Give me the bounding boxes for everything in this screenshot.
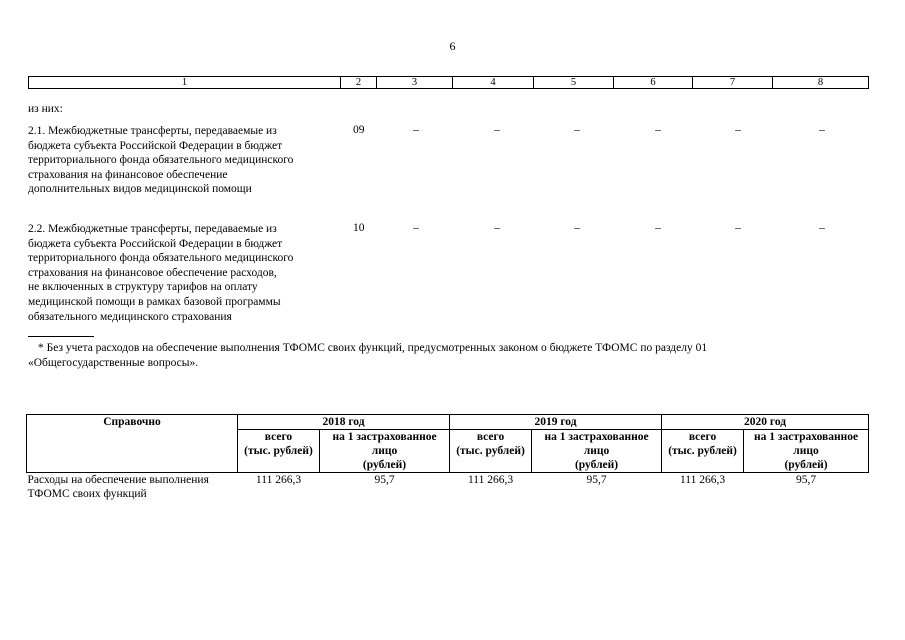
column-number-5: 5 [534, 77, 614, 89]
row-value: – [735, 222, 741, 234]
row-value: – [413, 124, 419, 136]
total-column-header: всего (тыс. рублей) [450, 430, 532, 473]
row-description-line: медицинской помощи в рамках базовой программы [28, 295, 281, 308]
reference-value: 111 266,3 [679, 474, 726, 486]
reference-value: 111 266,3 [255, 474, 302, 486]
row-code: 10 [353, 222, 365, 234]
total-column-header: всего (тыс. рублей) [662, 430, 744, 473]
column-number-8: 8 [773, 77, 869, 89]
row-description-line: дополнительных видов медицинской помощи [28, 183, 252, 196]
column-number-2: 2 [341, 77, 377, 89]
row-description-line: не включенных в структуру тарифов на оплату [28, 281, 258, 294]
row-value: – [494, 222, 500, 234]
column-number-7: 7 [693, 77, 773, 89]
row-description-line: территориального фонда обязательного медицинского [28, 154, 294, 167]
column-number-1: 1 [29, 77, 341, 89]
per-person-column-header: на 1 застрахованное лицо (рублей) [320, 430, 450, 473]
reference-value: 95,7 [586, 474, 607, 486]
table-row [27, 473, 869, 502]
row-description-line: обязательного медицинского страхования [28, 310, 232, 323]
reference-value: 95,7 [374, 474, 395, 486]
year-header: 2019 год [450, 415, 662, 430]
footnote-line [28, 341, 848, 356]
row-description-line: страхования на финансовое обеспечение расходов, [28, 266, 277, 279]
reference-row-label: Расходы на обеспечение выполнения ТФОМС своих функций [27, 474, 209, 500]
row-description-line: бюджета субъекта Российской Федерации в бюджет [28, 237, 283, 250]
row-description-line: 2.2. Межбюджетные трансферты, передаваемые из [28, 223, 277, 235]
reference-table [26, 414, 869, 501]
column-number-6: 6 [614, 77, 693, 89]
footnote-line: «Общегосударственные вопросы». [28, 356, 199, 369]
row-value: – [655, 124, 661, 136]
row-description [28, 222, 338, 324]
column-number-3: 3 [377, 77, 453, 89]
row-value: – [494, 124, 500, 136]
reference-value: 95,7 [795, 474, 817, 486]
row-description-line: бюджета субъекта Российской Федерации в бюджет [28, 139, 283, 152]
footnote [28, 341, 848, 370]
year-header: 2020 год [662, 415, 869, 430]
year-header: 2018 год [238, 415, 450, 430]
page-number: 6 [449, 39, 456, 53]
column-number-header [28, 76, 869, 89]
footnote-text: * Без учета расходов на обеспечение выполнения ТФОМС своих функций, предусмотренных законом о бюджете ТФОМС по разделу 01 [38, 342, 708, 354]
row-value: – [413, 222, 419, 234]
row-value: – [574, 222, 580, 234]
row-value: – [655, 222, 661, 234]
per-person-column-header: на 1 застрахованное лицо (рублей) [744, 430, 869, 473]
row-description-line: страхования на финансовое обеспечение [28, 168, 228, 181]
reference-value: 111 266,3 [467, 474, 514, 486]
row-description [28, 124, 338, 197]
total-column-header: всего (тыс. рублей) [238, 430, 320, 473]
row-description-line: территориального фонда обязательного медицинского [28, 252, 294, 265]
of-which-label: из них: [28, 103, 63, 115]
row-description-line: 2.1. Межбюджетные трансферты, передаваемые из [28, 125, 277, 137]
row-value: – [574, 124, 580, 136]
reference-header-label: Справочно [27, 415, 238, 473]
per-person-column-header: на 1 застрахованное лицо (рублей) [532, 430, 662, 473]
row-value: – [735, 124, 741, 136]
row-value: – [819, 222, 825, 234]
column-number-4: 4 [453, 77, 534, 89]
footnote-divider [28, 336, 94, 337]
row-value: – [819, 124, 825, 136]
row-code: 09 [353, 124, 365, 136]
